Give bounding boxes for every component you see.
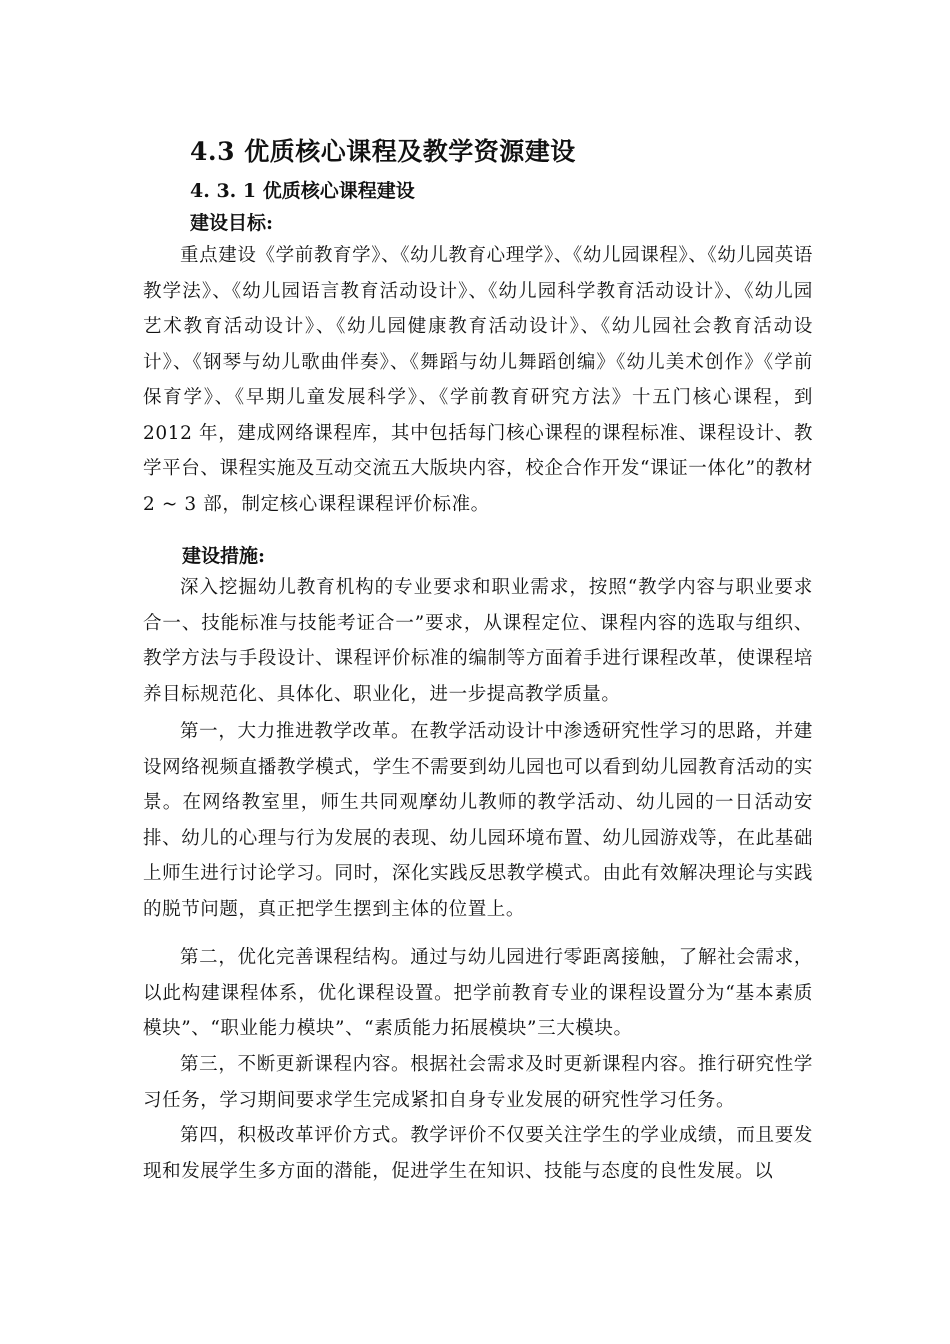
measures-paragraph-intro: 深入挖掘幼儿教育机构的专业要求和职业需求，按照“教学内容与职业要求合一、技能标准与技能考证合一”要求，从课程定位、课程内容的选取与组织、教学方法与手段设计、课程评价标准的编制等方面着手进行课程改革，使课程培养目标规范化、具体化、职业化，进一步提高教学质量。 xyxy=(143,577,813,705)
section-title: 4.3 优质核心课程及教学资源建设 xyxy=(190,137,576,166)
measures-paragraph-fourth: 第四，积极改革评价方式。教学评价不仅要关注学生的学业成绩，而且要发现和发展学生多方面的潜能，促进学生在知识、技能与态度的良性发展。以 xyxy=(143,1125,813,1182)
measures-label: 建设措施: xyxy=(182,545,266,567)
goal-label: 建设目标: xyxy=(190,212,274,234)
measures-paragraph-second: 第二，优化完善课程结构。通过与幼儿园进行零距离接触，了解社会需求，以此构建课程体系，优化课程设置。把学前教育专业的课程设置分为“基本素质模块”、“职业能力模块”、“素质能力拓展模块”三大模块。 xyxy=(143,947,813,1039)
goal-paragraph: 重点建设《学前教育学》、《幼儿教育心理学》、《幼儿园课程》、《幼儿园英语教学法》、《幼儿园语言教育活动设计》、《幼儿园科学教育活动设计》、《幼儿园艺术教育活动设计》、《幼儿园健康教育活动设计》、《幼儿园社会教育活动设计》、《钢琴与幼儿歌曲伴奏》、《舞蹈与幼儿舞蹈创编》《幼儿美术创作》《学前保育学》、《早期儿童发展科学》、《学前教育研究方法》十五门核心课程，到 2012 年，建成网络课程库，其中包括每门核心课程的课程标准、课程设计、教学平台、课程实施及互动交流五大版块内容，校企合作开发“课证一体化”的教材 2 ~ 3 部，制定核心课程课程评价标准。 xyxy=(143,245,813,515)
subsection-title: 4. 3. 1 优质核心课程建设 xyxy=(190,180,415,202)
measures-paragraph-first: 第一，大力推进教学改革。在教学活动设计中渗透研究性学习的思路，并建设网络视频直播教学模式，学生不需要到幼儿园也可以看到幼儿园教育活动的实景。在网络教室里，师生共同观摩幼儿教师的教学活动、幼儿园的一日活动安排、幼儿的心理与行为发展的表现、幼儿园环境布置、幼儿园游戏等，在此基础上师生进行讨论学习。同时，深化实践反思教学模式。由此有效解决理论与实践的脱节问题，真正把学生摆到主体的位置上。 xyxy=(143,721,813,920)
measures-paragraph-third: 第三，不断更新课程内容。根据社会需求及时更新课程内容。推行研究性学习任务，学习期间要求学生完成紧扣自身专业发展的研究性学习任务。 xyxy=(143,1054,813,1111)
